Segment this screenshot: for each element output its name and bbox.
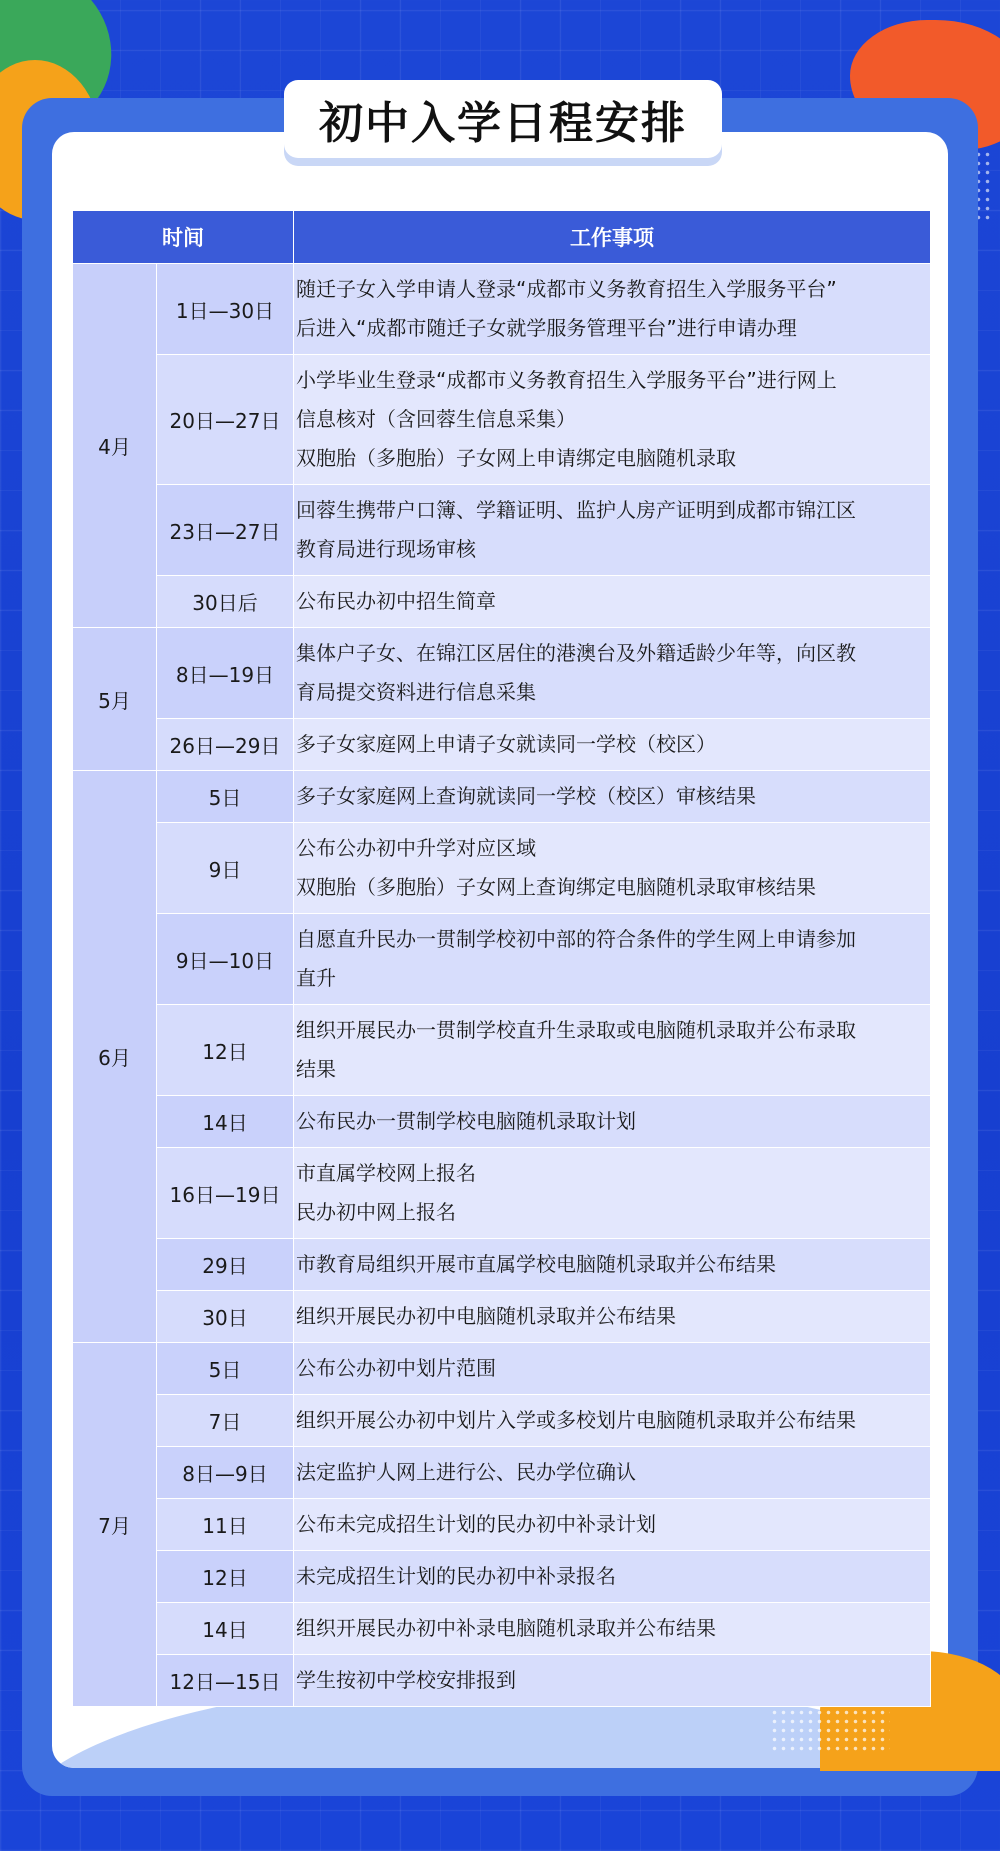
header-time: 时间	[73, 211, 294, 264]
task-cell	[294, 1343, 931, 1395]
task-line: 后进入“成都市随迁子女就学服务管理平台”进行申请办理	[296, 316, 797, 340]
month-cell: 4月	[73, 264, 157, 628]
task-line: 市直属学校网上报名	[296, 1161, 476, 1185]
task-cell	[294, 628, 931, 719]
header-work: 工作事项	[294, 211, 931, 264]
task-line: 组织开展公办初中划片入学或多校划片电脑随机录取并公布结果	[296, 1408, 856, 1432]
table-row	[73, 1005, 931, 1096]
table-row	[73, 1096, 931, 1148]
task-line: 公布民办一贯制学校电脑随机录取计划	[296, 1109, 636, 1133]
table-row	[73, 264, 931, 355]
table-row	[73, 914, 931, 1005]
task-cell	[294, 1499, 931, 1551]
task-line: 双胞胎（多胞胎）子女网上查询绑定电脑随机录取审核结果	[296, 875, 816, 899]
task-line: 公布公办初中升学对应区域	[296, 836, 536, 860]
table-row	[73, 628, 931, 719]
table-row	[73, 355, 931, 485]
task-line: 组织开展民办初中电脑随机录取并公布结果	[296, 1304, 676, 1328]
date-cell: 8日—19日	[157, 628, 294, 719]
task-line: 组织开展民办一贯制学校直升生录取或电脑随机录取并公布录取	[296, 1018, 856, 1042]
task-line: 未完成招生计划的民办初中补录报名	[296, 1564, 616, 1588]
task-line: 小学毕业生登录“成都市义务教育招生入学服务平台”进行网上	[296, 368, 837, 392]
date-cell: 8日—9日	[157, 1447, 294, 1499]
task-cell	[294, 576, 931, 628]
date-cell: 20日—27日	[157, 355, 294, 485]
task-cell	[294, 1603, 931, 1655]
task-line: 随迁子女入学申请人登录“成都市义务教育招生入学服务平台”	[296, 277, 837, 301]
task-line: 回蓉生携带户口簿、学籍证明、监护人房产证明到成都市锦江区	[296, 498, 856, 522]
task-cell	[294, 1291, 931, 1343]
date-cell: 12日	[157, 1551, 294, 1603]
task-line: 育局提交资料进行信息采集	[296, 680, 536, 704]
task-cell	[294, 1551, 931, 1603]
table-row	[73, 1447, 931, 1499]
task-line: 多子女家庭网上申请子女就读同一学校（校区）	[296, 732, 716, 756]
task-cell	[294, 355, 931, 485]
table-row	[73, 823, 931, 914]
task-cell	[294, 1395, 931, 1447]
table-row	[73, 1395, 931, 1447]
task-cell	[294, 1239, 931, 1291]
table-row	[73, 719, 931, 771]
task-cell	[294, 1096, 931, 1148]
table-row	[73, 1291, 931, 1343]
task-line: 法定监护人网上进行公、民办学位确认	[296, 1460, 636, 1484]
date-cell: 1日—30日	[157, 264, 294, 355]
date-cell: 7日	[157, 1395, 294, 1447]
date-cell: 23日—27日	[157, 485, 294, 576]
task-line: 多子女家庭网上查询就读同一学校（校区）审核结果	[296, 784, 756, 808]
task-line: 公布民办初中招生简章	[296, 589, 496, 613]
date-cell: 29日	[157, 1239, 294, 1291]
task-line: 教育局进行现场审核	[296, 537, 476, 561]
table-row	[73, 576, 931, 628]
date-cell: 9日—10日	[157, 914, 294, 1005]
month-cell: 7月	[73, 1343, 157, 1707]
date-cell: 11日	[157, 1499, 294, 1551]
schedule-body	[73, 264, 931, 1707]
task-line: 直升	[296, 966, 336, 990]
task-line: 结果	[296, 1057, 336, 1081]
date-cell: 12日—15日	[157, 1655, 294, 1707]
date-cell: 14日	[157, 1096, 294, 1148]
task-cell	[294, 1005, 931, 1096]
date-cell: 9日	[157, 823, 294, 914]
task-line: 双胞胎（多胞胎）子女网上申请绑定电脑随机录取	[296, 446, 736, 470]
task-line: 公布未完成招生计划的民办初中补录计划	[296, 1512, 656, 1536]
date-cell: 14日	[157, 1603, 294, 1655]
task-line: 集体户子女、在锦江区居住的港澳台及外籍适龄少年等，向区教	[296, 641, 856, 665]
table-row	[73, 1343, 931, 1395]
month-cell: 5月	[73, 628, 157, 771]
table-row	[73, 771, 931, 823]
date-cell: 30日	[157, 1291, 294, 1343]
table-header-row	[73, 211, 931, 264]
table-row	[73, 1148, 931, 1239]
date-cell: 16日—19日	[157, 1148, 294, 1239]
task-cell	[294, 719, 931, 771]
task-cell	[294, 1148, 931, 1239]
task-cell	[294, 1655, 931, 1707]
task-cell	[294, 264, 931, 355]
task-line: 市教育局组织开展市直属学校电脑随机录取并公布结果	[296, 1252, 776, 1276]
task-cell	[294, 771, 931, 823]
date-cell: 5日	[157, 771, 294, 823]
task-line: 民办初中网上报名	[296, 1200, 456, 1224]
table-row	[73, 1655, 931, 1707]
date-cell: 5日	[157, 1343, 294, 1395]
table-row	[73, 1603, 931, 1655]
table-row	[73, 485, 931, 576]
table-row	[73, 1551, 931, 1603]
month-cell: 6月	[73, 771, 157, 1343]
date-cell: 26日—29日	[157, 719, 294, 771]
schedule-table	[72, 210, 931, 1707]
table-row	[73, 1499, 931, 1551]
task-cell	[294, 485, 931, 576]
page-title: 初中入学日程安排	[284, 80, 722, 158]
task-line: 学生按初中学校安排报到	[296, 1668, 516, 1692]
task-cell	[294, 914, 931, 1005]
table-row	[73, 1239, 931, 1291]
task-line: 信息核对（含回蓉生信息采集）	[296, 407, 576, 431]
task-cell	[294, 823, 931, 914]
date-cell: 12日	[157, 1005, 294, 1096]
task-line: 自愿直升民办一贯制学校初中部的符合条件的学生网上申请参加	[296, 927, 856, 951]
task-cell	[294, 1447, 931, 1499]
task-line: 公布公办初中划片范围	[296, 1356, 496, 1380]
date-cell: 30日后	[157, 576, 294, 628]
task-line: 组织开展民办初中补录电脑随机录取并公布结果	[296, 1616, 716, 1640]
